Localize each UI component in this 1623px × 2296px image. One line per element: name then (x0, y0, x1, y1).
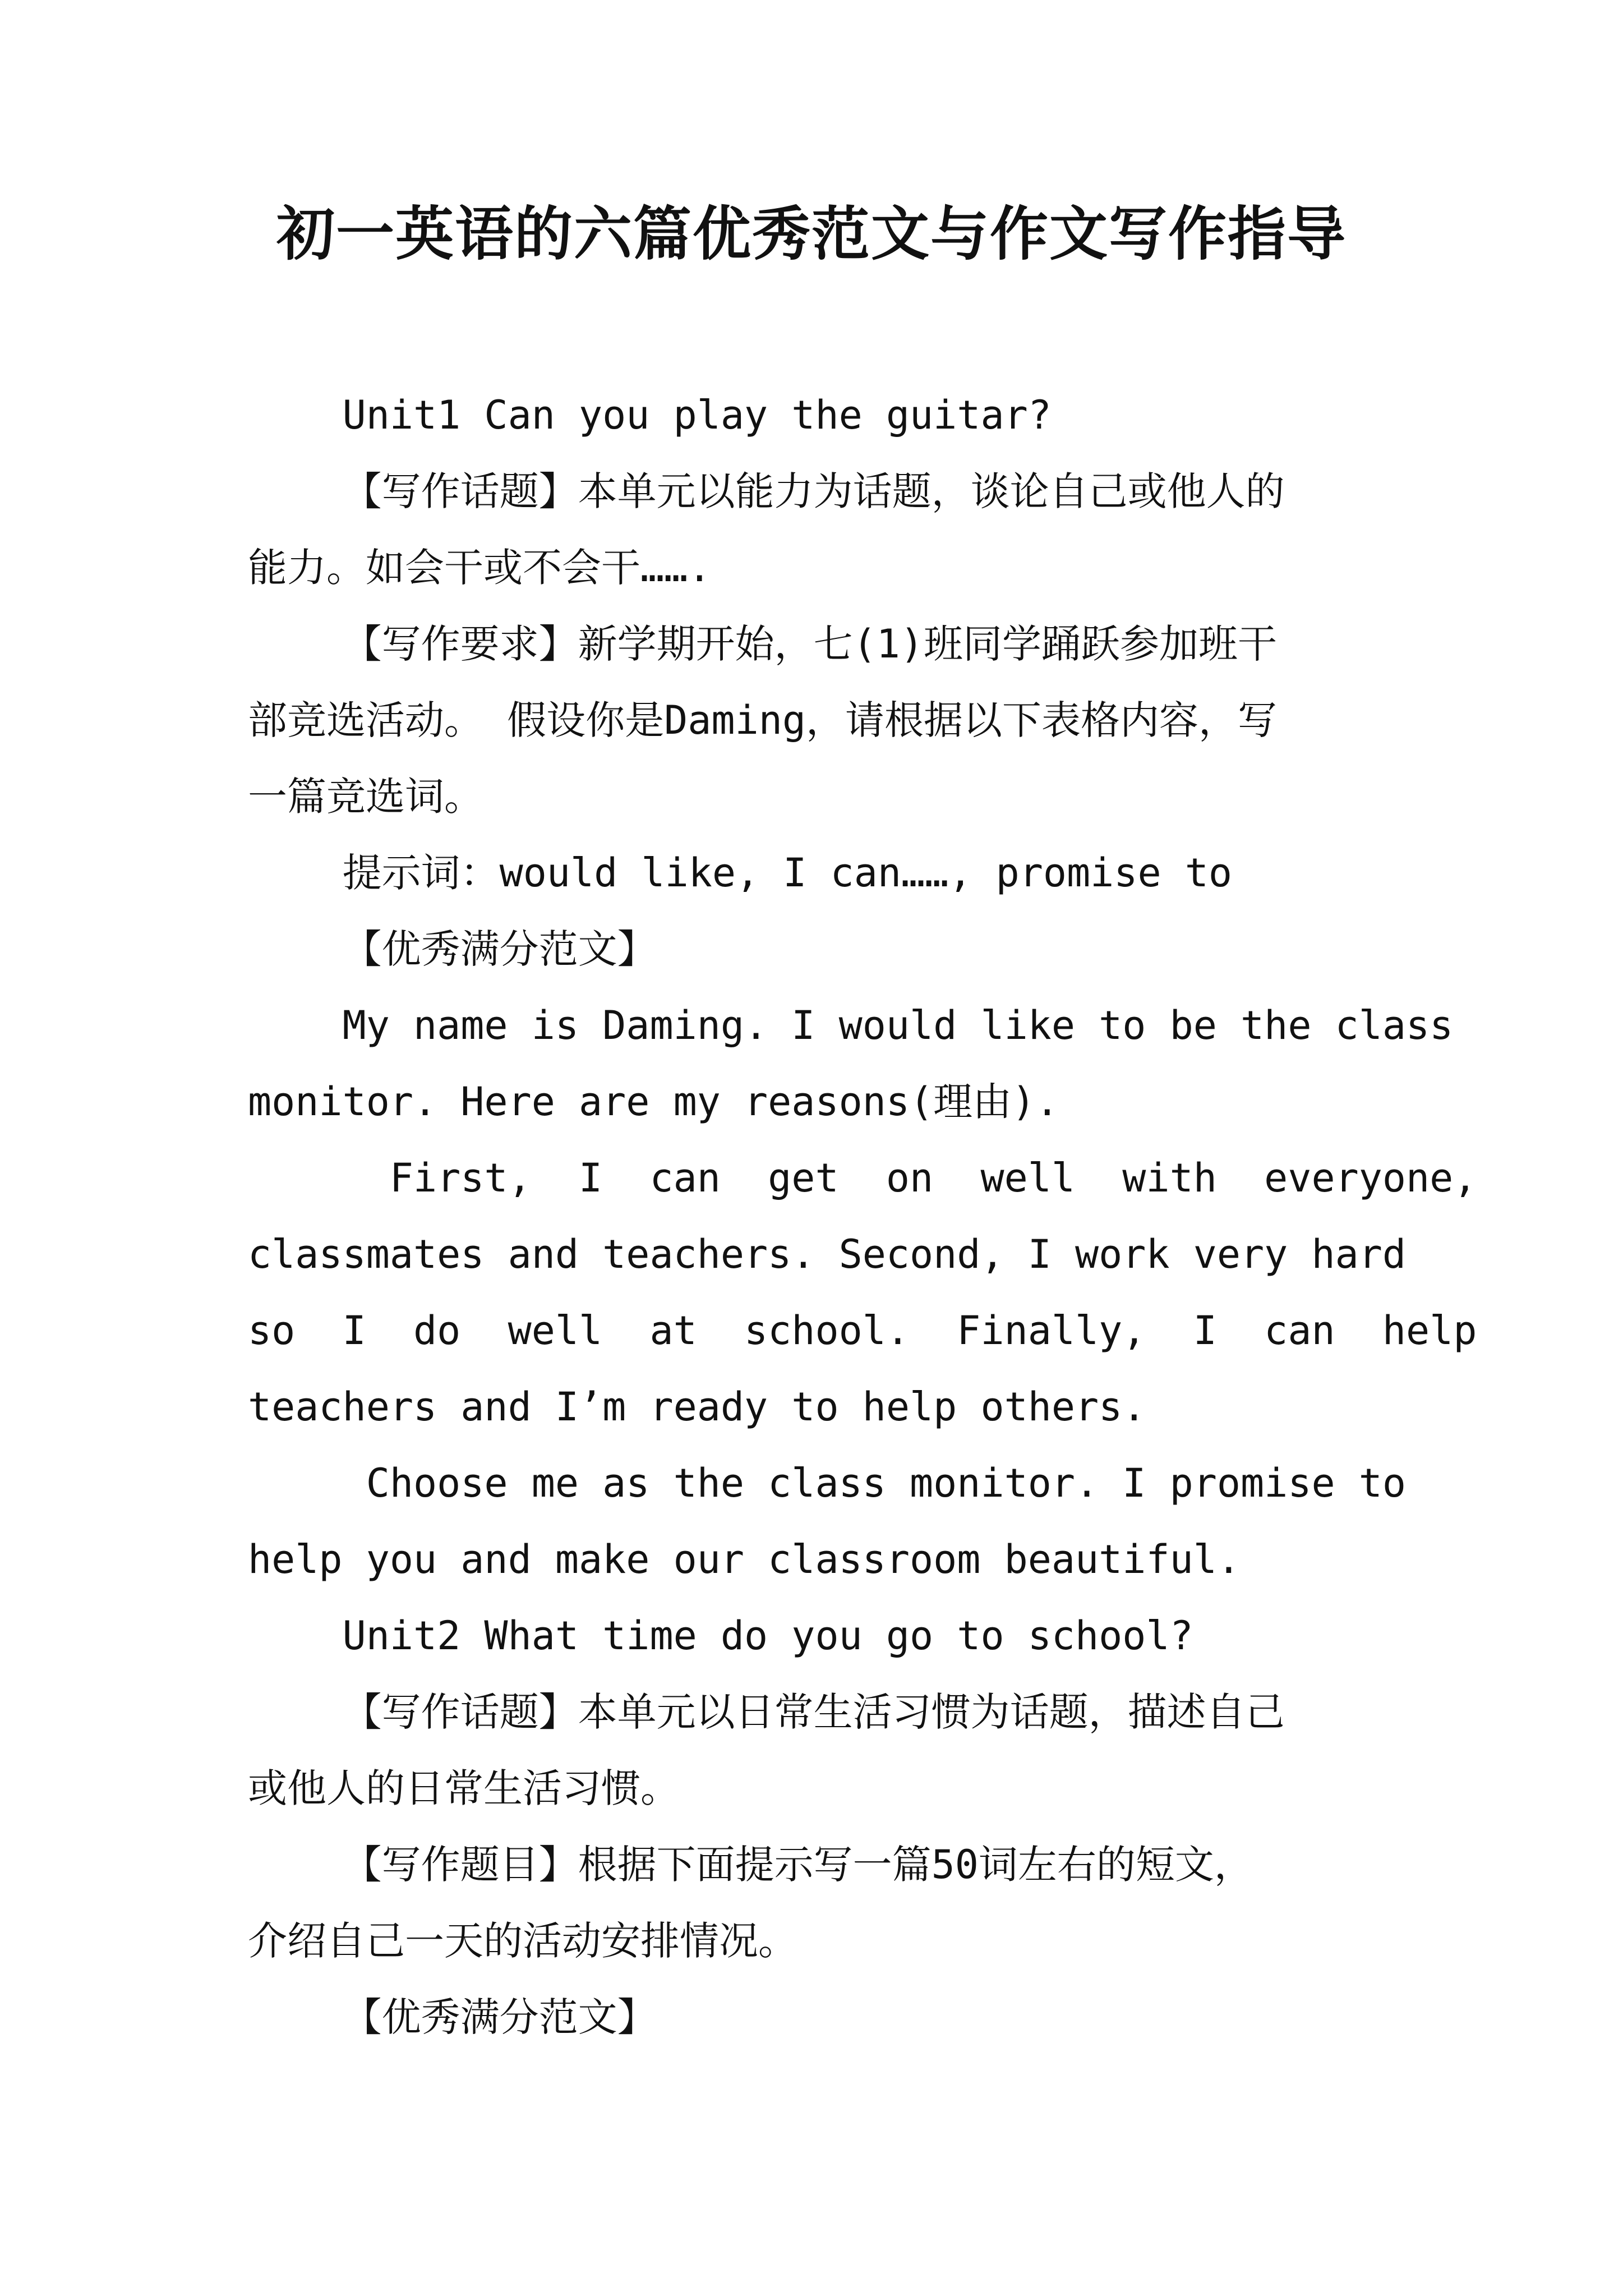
unit1-hint-words: 提示词：would like, I can……, promise to (248, 850, 1233, 896)
unit2-heading: Unit2 What time do you go to school? (248, 1613, 1193, 1659)
unit1-essay-line-1: My name is Daming. I would like to be the class (248, 1002, 1454, 1048)
unit1-essay-line-7: Choose me as the class monitor. I promise to (248, 1460, 1407, 1506)
unit1-essay-line-3: First, I can get on well with everyone, (248, 1155, 1477, 1201)
unit1-essay-line-2: monitor. Here are my reasons(理由). (248, 1079, 1059, 1125)
unit2-sample-heading: 【优秀满分范文】 (248, 1994, 657, 2040)
unit2-topic-line-1: 【写作话题】本单元以日常生活习惯为话题，描述自己 (248, 1689, 1285, 1735)
document-title: 初一英语的六篇优秀范文与作文写作指导 (276, 199, 1347, 268)
unit2-prompt-line-2: 介绍自己一天的活动安排情况。 (248, 1918, 797, 1964)
unit1-essay-line-5: so I do well at school. Finally, I can help (248, 1308, 1477, 1354)
unit2-topic-line-2: 或他人的日常生活习惯。 (248, 1765, 680, 1811)
unit2-prompt-line-1: 【写作题目】根据下面提示写一篇50词左右的短文， (248, 1842, 1253, 1888)
unit1-sample-heading: 【优秀满分范文】 (248, 926, 657, 972)
unit1-essay-line-6: teachers and I’m ready to help others. (248, 1384, 1146, 1430)
unit1-requirement-line-1: 【写作要求】新学期开始，七(1)班同学踊跃参加班干 (248, 621, 1278, 667)
unit1-topic-line-2: 能力。如会干或不会干……. (248, 545, 712, 591)
unit1-heading: Unit1 Can you play the guitar? (248, 392, 1052, 438)
unit1-requirement-line-2: 部竞选活动。 假设你是Daming，请根据以下表格内容，写 (248, 697, 1278, 743)
unit1-essay-line-4: classmates and teachers. Second, I work very hard (248, 1231, 1407, 1277)
unit1-requirement-line-3: 一篇竞选词。 (248, 774, 483, 820)
unit1-essay-line-8: help you and make our classroom beautiful. (248, 1536, 1241, 1582)
unit1-topic-line-1: 【写作话题】本单元以能力为话题，谈论自己或他人的 (248, 468, 1285, 514)
